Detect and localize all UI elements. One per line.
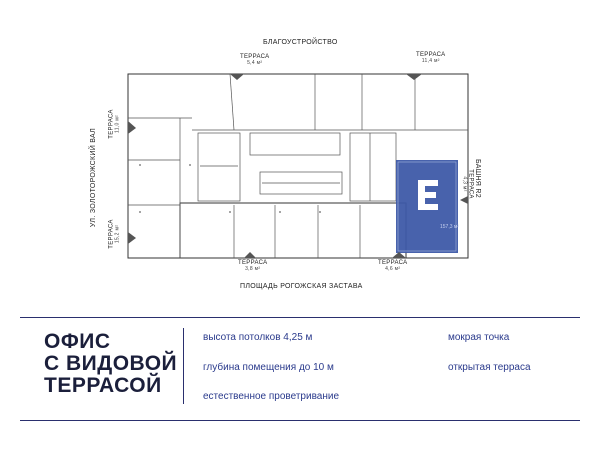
page-title: ОФИС С ВИДОВОЙ ТЕРРАСОЙ [44, 330, 178, 397]
feature-ventilation: естественное проветривание [203, 391, 340, 402]
terrace-label: ТЕРРАСА 11,4 м² [416, 52, 446, 64]
south-street-label: ПЛОЩАДЬ РОГОЖСКАЯ ЗАСТАВА [240, 283, 363, 290]
divider-top [20, 317, 580, 318]
office-area: 157,3 м² [440, 224, 460, 230]
feature-ceiling: высота потолков 4,25 м [203, 332, 313, 343]
north-street-label: БЛАГОУСТРОЙСТВО [263, 39, 338, 46]
feature-terrace: открытая терраса [448, 362, 531, 373]
west-street-label: УЛ. ЗОЛОТОРОЖСКИЙ ВАЛ [90, 127, 98, 228]
office-letter [418, 180, 438, 210]
divider-bottom [20, 420, 580, 421]
terrace-label: ТЕРРАСА 15,2 м² [108, 219, 121, 249]
feature-wet-point: мокрая точка [448, 332, 510, 343]
feature-depth: глубина помещения до 10 м [203, 362, 334, 373]
east-building-label: БАШНЯ R2 [473, 159, 481, 198]
separator [183, 328, 184, 404]
terrace-label: ТЕРРАСА 11,0 м² [108, 109, 121, 139]
terrace-label: ТЕРРАСА 5,4 м² [240, 54, 270, 66]
terrace-label: ТЕРРАСА 3,8 м² [238, 260, 268, 272]
terrace-label: ТЕРРАСА 4,6 м² [378, 260, 408, 272]
terrace-label: ТЕРРАСА 4,3 м² [461, 169, 474, 199]
